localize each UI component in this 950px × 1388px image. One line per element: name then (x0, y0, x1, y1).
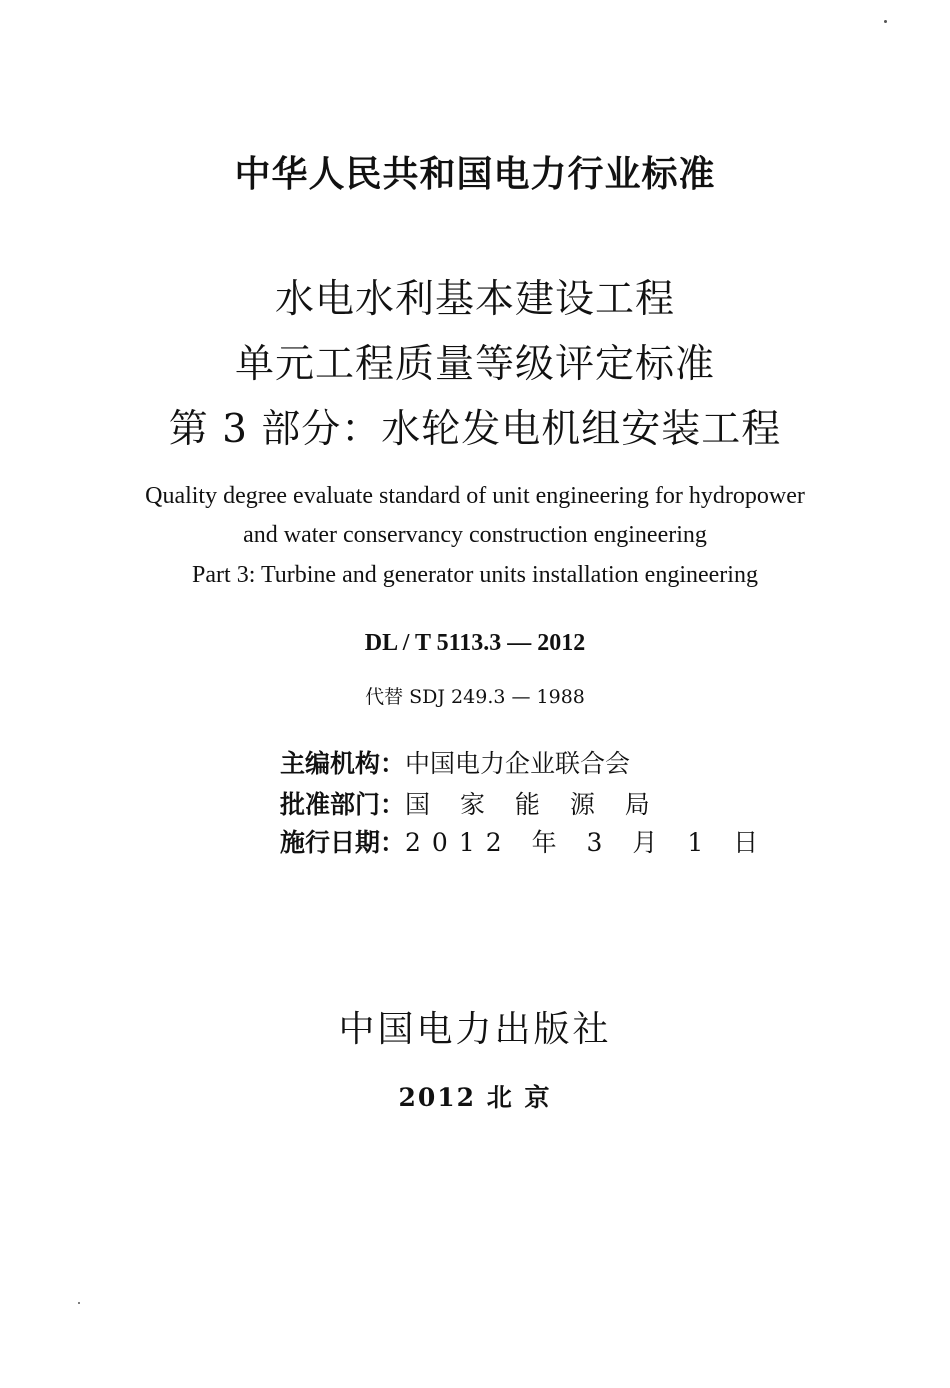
approver-row (280, 785, 661, 821)
editor-label: 主编机构： (280, 749, 406, 778)
chinese-title-line-1: 水电水利基本建设工程 (274, 277, 675, 322)
english-title-line-3: Part 3: Turbine and generator units installation engineering (192, 562, 758, 588)
effective-date-label: 施行日期： (280, 828, 406, 857)
standard-number: DL / T 5113.3 — 2012 (364, 630, 586, 656)
scan-speck (884, 20, 887, 23)
scan-speck (78, 1302, 80, 1304)
replaces-standard: 代替 SDJ 249.3 — 1988 (365, 686, 585, 708)
chinese-title-line-3: 第 3 部分：水轮发电机组安装工程 (168, 407, 782, 452)
english-title-line-1: Quality degree evaluate standard of unit engineering for hydropower (145, 483, 805, 509)
chinese-title-line-2: 单元工程质量等级评定标准 (234, 342, 715, 387)
effective-date-row (280, 823, 769, 859)
effective-date-value: 2012 年 3 月 1 日 (405, 828, 770, 857)
approver-label: 批准部门： (280, 790, 406, 819)
approver-value: 国 家 能 源 局 (405, 790, 661, 819)
publisher-name: 中国电力出版社 (338, 1009, 612, 1050)
editor-value: 中国电力企业联合会 (405, 749, 631, 778)
editor-row (280, 744, 630, 780)
industry-standard-heading: 中华人民共和国电力行业标准 (234, 154, 716, 195)
english-title-line-2: and water conservancy construction engineering (243, 522, 707, 548)
publication-year-place: 2012 北 京 (398, 1083, 552, 1112)
